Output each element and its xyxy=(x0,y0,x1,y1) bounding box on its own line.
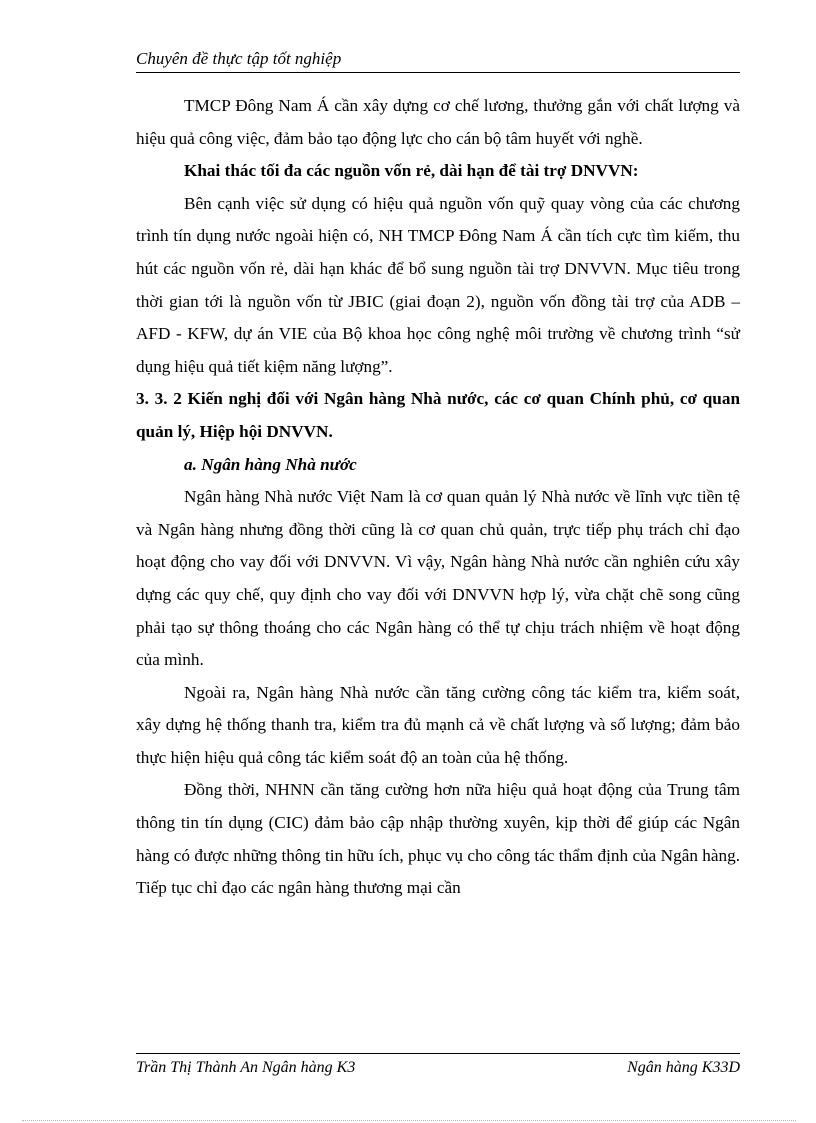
subsection-heading: a. Ngân hàng Nhà nước xyxy=(184,454,357,474)
footer-class: Ngân hàng K33D xyxy=(627,1059,740,1076)
section-heading: 3. 3. 2 Kiến nghị đối với Ngân hàng Nhà nước, các cơ quan Chính phủ, cơ quan quản lý, Hiệp hội DNVVN. xyxy=(136,389,740,441)
paragraph: TMCP Đông Nam Á cần xây dựng cơ chế lương, thưởng gắn với chất lượng và hiệu quả công việc, đảm bảo tạo động lực cho cán bộ tâm huyết với nghề. xyxy=(136,96,740,148)
page-footer xyxy=(136,1053,740,1078)
page-bottom-edge xyxy=(22,1120,796,1121)
paragraph: Bên cạnh việc sử dụng có hiệu quả nguồn vốn quỹ quay vòng của các chương trình tín dụng nước ngoài hiện có, NH TMCP Đông Nam Á cần tích cực tìm kiếm, thu hút các nguồn vốn rẻ, dài hạn khác để bổ sung nguồn tài trợ DNVVN. Mục tiêu trong thời gian tới là nguồn vốn từ JBIC (giai đoạn 2), nguồn vốn đồng tài trợ của ADB – AFD - KFW, dự án VIE của Bộ khoa học công nghệ môi trường về chương trình “sử dụng hiệu quả tiết kiệm năng lượng”. xyxy=(136,193,740,376)
section-heading: Khai thác tối đa các nguồn vốn rẻ, dài hạn để tài trợ DNVVN: xyxy=(184,161,639,181)
page-header: Chuyên đề thực tập tốt nghiệp xyxy=(136,48,740,73)
paragraph: Đồng thời, NHNN cần tăng cường hơn nữa hiệu quả hoạt động của Trung tâm thông tin tín dụng (CIC) đảm bảo cập nhập thường xuyên, kịp thời để giúp các Ngân hàng có được những thông tin hữu ích, phục vụ cho công tác thẩm định của Ngân hàng. Tiếp tục chỉ đạo các ngân hàng thương mại cần xyxy=(136,780,740,898)
paragraph: Ngân hàng Nhà nước Việt Nam là cơ quan quản lý Nhà nước về lĩnh vực tiền tệ và Ngân hàng nhưng đồng thời cũng là cơ quan chủ quản, trực tiếp phụ trách chỉ đạo hoạt động cho vay đối với DNVVN. Vì vậy, Ngân hàng Nhà nước cần nghiên cứu xây dựng các quy chế, quy định cho vay đối với DNVVN hợp lý, vừa chặt chẽ song cũng phải tạo sự thông thoáng cho các Ngân hàng có thể tự chịu trách nhiệm về hoạt động của mình. xyxy=(136,487,740,670)
paragraph: Ngoài ra, Ngân hàng Nhà nước cần tăng cường công tác kiểm tra, kiểm soát, xây dựng hệ thống thanh tra, kiểm tra đủ mạnh cả về chất lượng và số lượng; đảm bảo thực hiện hiệu quả công tác kiểm soát độ an toàn của hệ thống. xyxy=(136,682,740,767)
footer-author: Trần Thị Thành An Ngân hàng K3 xyxy=(136,1059,356,1076)
page-body xyxy=(136,90,740,905)
